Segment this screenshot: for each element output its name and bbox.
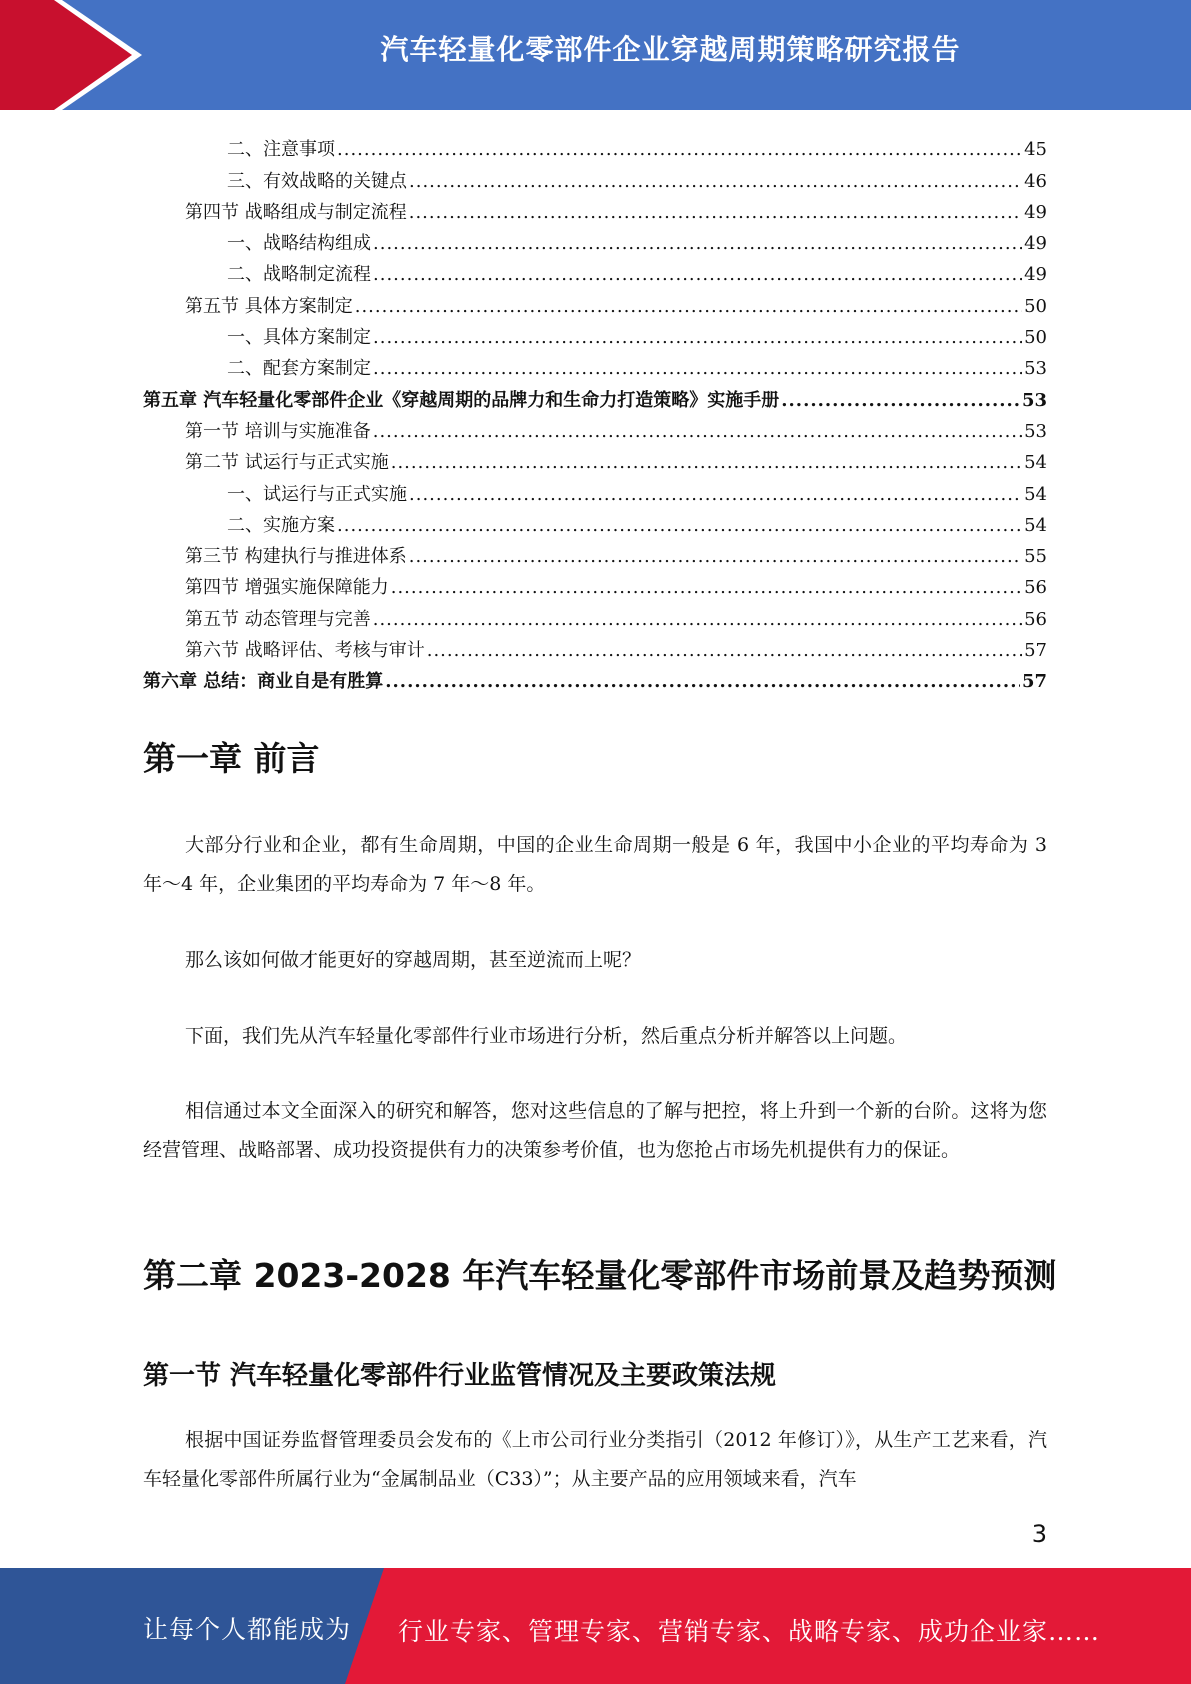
toc-entry-page: 45 [1024,139,1047,161]
toc-entry[interactable] [143,599,1047,630]
toc-leader-dots [409,202,1022,224]
toc-entry-page: 50 [1024,327,1047,349]
toc-entry[interactable] [143,631,1047,662]
toc-entry[interactable] [143,568,1047,599]
toc-entry[interactable] [143,506,1047,537]
toc-entry-title: 三、有效战略的关键点 [227,170,407,192]
toc-entry-title: 一、具体方案制定 [227,327,371,349]
toc-entry[interactable] [143,286,1047,317]
toc-entry-title: 第五节 动态管理与完善 [185,608,371,630]
toc-entry-title: 第六章 总结：商业自是有胜算 [143,671,384,693]
toc-entry[interactable] [143,349,1047,380]
toc-entry-title: 二、战略制定流程 [227,264,371,286]
toc-entry[interactable] [143,193,1047,224]
toc-entry-title: 第六节 战略评估、考核与审计 [185,640,425,662]
toc-leader-dots [373,327,1022,349]
toc-leader-dots [373,609,1022,631]
toc-entry-page: 55 [1024,546,1047,568]
toc-entry-title: 二、实施方案 [227,514,335,536]
toc-entry-page: 49 [1024,264,1047,286]
toc-leader-dots [427,640,1022,662]
toc-entry-title: 二、注意事项 [227,139,335,161]
toc-leader-dots [337,139,1022,161]
chapter2-heading: 第二章 2023-2028 年汽车轻量化零部件市场前景及趋势预测 [143,1256,1057,1295]
toc-leader-dots [337,515,1022,537]
toc-entry-title: 第三节 构建执行与推进体系 [185,546,407,568]
toc-entry-title: 第一节 培训与实施准备 [185,420,371,442]
footer-slogan-right: 行业专家、管理专家、营销专家、战略专家、成功企业家…… [398,1617,1101,1646]
toc-entry[interactable] [143,474,1047,505]
toc-entry-page: 54 [1024,483,1047,505]
toc-entry-title: 二、配套方案制定 [227,358,371,380]
toc-entry[interactable] [143,318,1047,349]
toc-entry-page: 54 [1024,514,1047,536]
toc-leader-dots [409,546,1022,568]
chapter1-paragraph-4: 相信通过本文全面深入的研究和解答，您对这些信息的了解与把控，将上升到一个新的台阶。这将为您经营管理、战略部署、成功投资提供有力的决策参考价值，也为您抢占市场先机提供有力的保证。 [143,1100,1047,1161]
toc-leader-dots [355,296,1022,318]
toc-entry-title: 第四节 战略组成与制定流程 [185,201,407,223]
toc-entry[interactable] [143,412,1047,443]
toc-entry-title: 第五章 汽车轻量化零部件企业《穿越周期的品牌力和生命力打造策略》实施手册 [143,389,780,411]
table-of-contents [143,130,1047,693]
toc-entry-page: 53 [1024,358,1047,380]
toc-entry[interactable] [143,161,1047,192]
chapter2-section1-heading: 第一节 汽车轻量化零部件行业监管情况及主要政策法规 [143,1361,777,1391]
toc-leader-dots [373,233,1022,255]
toc-entry[interactable] [143,255,1047,286]
chapter2-paragraph-1: 根据中国证券监督管理委员会发布的《上市公司行业分类指引（2012 年修订）》，从生产工艺来看，汽车轻量化零部件所属行业为“金属制品业（C33）”；从主要产品的应用领域来看，汽车 [143,1429,1047,1490]
toc-leader-dots [409,171,1022,193]
toc-entry-page: 49 [1024,233,1047,255]
toc-leader-dots [781,390,1020,412]
page-footer [0,1568,1191,1684]
chapter1-paragraph-2: 那么该如何做才能更好的穿越周期，甚至逆流而上呢？ [185,949,642,971]
toc-leader-dots [373,421,1022,443]
toc-entry[interactable] [143,662,1047,693]
toc-entry[interactable] [143,380,1047,411]
toc-entry-title: 第二节 试运行与正式实施 [185,452,389,474]
toc-entry-page: 56 [1024,577,1047,599]
page-number: 3 [1031,1520,1047,1548]
toc-entry-page: 57 [1021,671,1047,693]
toc-entry[interactable] [143,224,1047,255]
report-title: 汽车轻量化零部件企业穿越周期策略研究报告 [380,33,961,66]
toc-entry-title: 第五节 具体方案制定 [185,295,353,317]
toc-entry-title: 第四节 增强实施保障能力 [185,577,389,599]
toc-entry[interactable] [143,537,1047,568]
toc-entry-page: 53 [1021,389,1047,411]
toc-leader-dots [373,358,1022,380]
page-header [0,0,1191,110]
toc-leader-dots [385,671,1020,693]
chapter1-paragraph-3: 下面，我们先从汽车轻量化零部件行业市场进行分析，然后重点分析并解答以上问题。 [185,1025,908,1047]
toc-entry[interactable] [143,443,1047,474]
chapter1-paragraph-1: 大部分行业和企业，都有生命周期，中国的企业生命周期一般是 6 年，我国中小企业的平均寿命为 3 年～4 年，企业集团的平均寿命为 7 年～8 年。 [143,834,1047,895]
toc-entry-page: 46 [1024,170,1047,192]
toc-entry-page: 54 [1024,452,1047,474]
header-arrow-decoration [0,0,160,110]
chapter1-heading: 第一章 前言 [143,739,320,778]
toc-entry[interactable] [143,130,1047,161]
toc-entry-title: 一、试运行与正式实施 [227,483,407,505]
toc-entry-page: 53 [1024,420,1047,442]
toc-entry-page: 57 [1024,640,1047,662]
toc-leader-dots [409,484,1022,506]
toc-entry-page: 56 [1024,608,1047,630]
toc-leader-dots [391,452,1022,474]
toc-leader-dots [373,264,1022,286]
toc-entry-page: 50 [1024,295,1047,317]
toc-leader-dots [391,577,1022,599]
toc-entry-title: 一、战略结构组成 [227,233,371,255]
toc-entry-page: 49 [1024,201,1047,223]
footer-slogan-left: 让每个人都能成为 [143,1615,352,1644]
